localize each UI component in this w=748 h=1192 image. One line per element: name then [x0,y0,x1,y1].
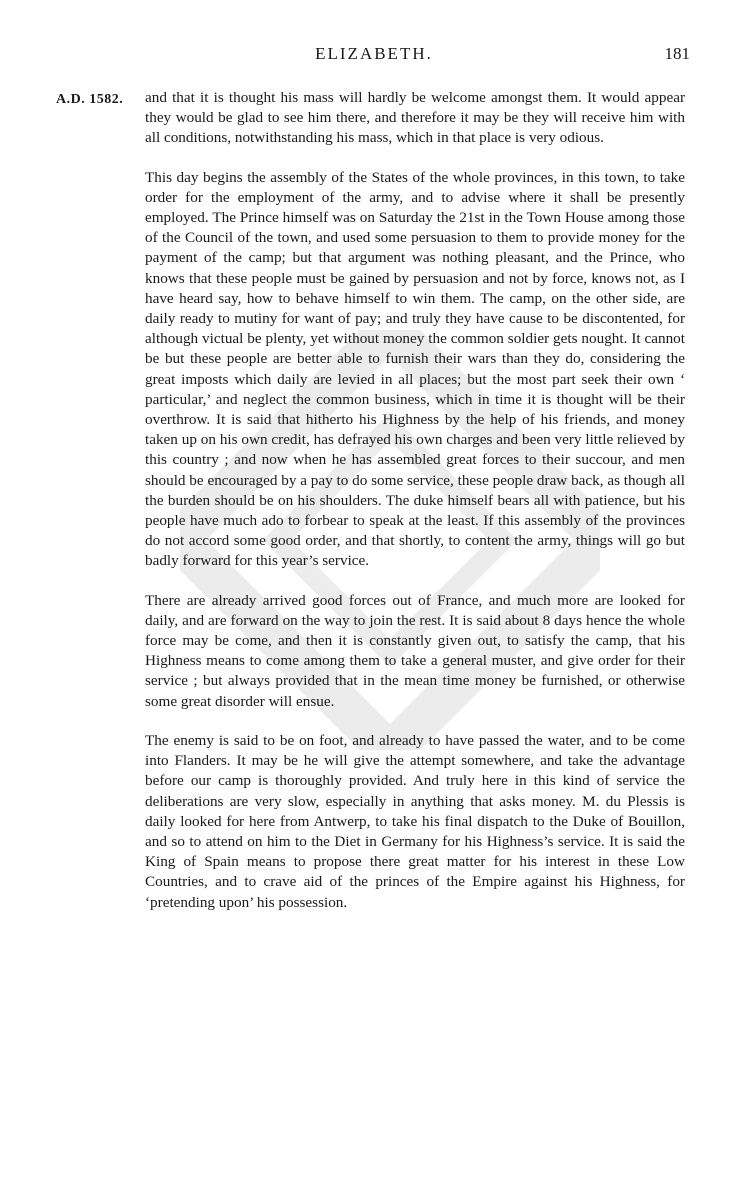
page-header [0,44,748,68]
body-text [145,88,685,932]
running-title: ELIZABETH. [315,44,433,63]
margin-date: A.D. 1582. [56,92,124,107]
paragraph: This day begins the assembly of the States of the whole provinces, in this town, to take order for the employment of the army, and to advise where it shall be presently employed. The Prince himself was on Saturday the 21st in the Town House among those of the Council of the town, and used some persuasion to them to provide money for the payment of the camp; but that argument was nothing pleasant, and the Prince, who knows that these people must be gained by persuasion and not by force, knows not, as I have heard say, how to behave himself to win them. The camp, on the other side, are daily ready to mutiny for want of pay; and truly they have cause to be discontented, for although victual be plenty, yet without money the common soldier gets nought. It cannot be but these people are better able to furnish their wars than they do, considering the great imposts which daily are levied in all places; but the most part seek their own ‘ particular,’ and neglect the common business, which in time it is thought will be their overthrow. It is said that hitherto his Highness by the help of his friends, and money taken up on his own credit, has defrayed his own charges and been very little relieved by this country ; and now when he has assembled great forces to their succour, and men should be encouraged by a pay to do some service, these people draw back, as though all the burden should be on his shoulders. The duke himself bears all with patience, but his people have much ado to forbear to speak at the least. If this assembly of the provinces do not accord some good order, and that shortly, to content the army, things will go but badly forward for this year’s service. [145,168,685,570]
paragraph: and that it is thought his mass will hardly be welcome amongst them. It would appear they would be glad to see him there, and therefore it may be they will receive him with all conditions, notwithstanding his mass, which in that place is very odious. [145,89,685,147]
paragraph: The enemy is said to be on foot, and already to have passed the water, and to be come into Flanders. It may be he will give the attempt somewhere, and take the advantage before our camp is thoroughly provided. And truly here in this kind of service the deliberations are very slow, especially in anything that asks money. M. du Plessis is daily looked for here from Antwerp, to take his final dispatch to the Duke of Bouillon, and so to attend on him to the Diet in Germany for his Highness’s service. It is said the King of Spain means to propose there great matter for his interest in these Low Countries, and to crave aid of the princes of the Empire against his Highness, for ‘pretending upon’ his possession. [145,731,685,911]
paragraph: There are already arrived good forces out of France, and much more are looked for daily, and are forward on the way to join the rest. It is said about 8 days hence the whole force may be come, and then it is constantly given out, to satisfy the camp, that his Highness means to come among them to take a general muster, and give order for their service ; but always provided that in the mean time money be furnished, or otherwise some great disorder will ensue. [145,591,685,710]
page-number: 181 [664,44,690,63]
